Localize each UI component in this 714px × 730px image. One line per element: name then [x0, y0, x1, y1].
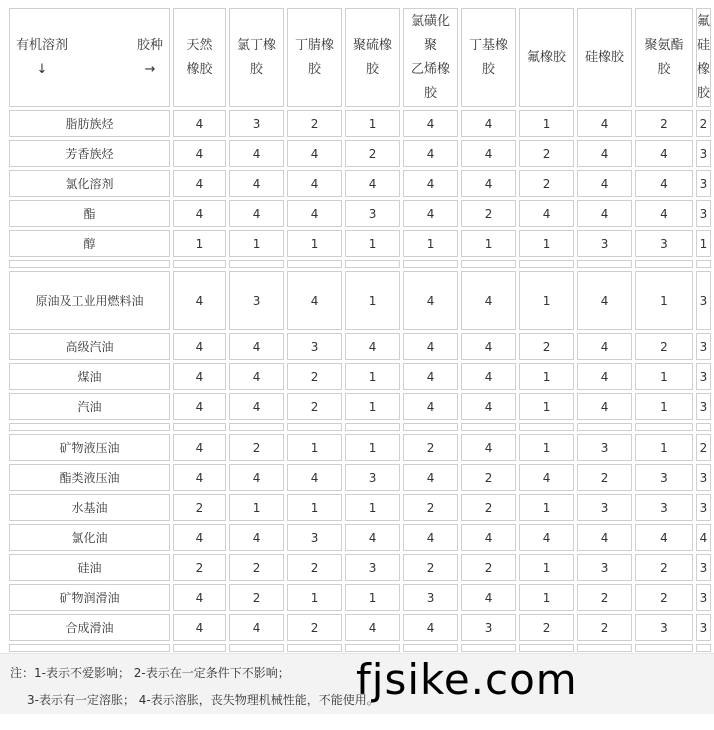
- separator-cell: [577, 260, 632, 268]
- rating-cell: 4: [577, 333, 632, 360]
- rating-cell: 4: [229, 200, 284, 227]
- rating-cell: 4: [461, 271, 516, 330]
- rating-cell: 2: [287, 393, 342, 420]
- solvent-label: 脂肪族烃: [9, 110, 170, 137]
- rating-cell: 1: [287, 434, 342, 461]
- table-row: [9, 494, 711, 521]
- rating-cell: 2: [287, 110, 342, 137]
- rating-cell: 1: [635, 434, 693, 461]
- rating-cell: 1: [696, 230, 711, 257]
- rating-cell: 4: [287, 140, 342, 167]
- rating-cell: 4: [577, 110, 632, 137]
- rating-cell: 1: [403, 230, 458, 257]
- rating-cell: 4: [577, 170, 632, 197]
- rating-cell: 4: [173, 170, 226, 197]
- rating-cell: 4: [345, 170, 400, 197]
- rating-cell: 4: [173, 363, 226, 390]
- column-header-text: 氯丁橡: [237, 37, 277, 53]
- rating-cell: 3: [635, 464, 693, 491]
- rating-cell: 2: [287, 614, 342, 641]
- table-row: [9, 524, 711, 551]
- rating-cell: 1: [345, 494, 400, 521]
- column-header-text: 胶: [424, 85, 438, 101]
- rating-cell: 4: [229, 464, 284, 491]
- separator-cell: [229, 260, 284, 268]
- rating-cell: 3: [403, 584, 458, 611]
- corner-rubber-label: 胶种: [136, 37, 163, 53]
- table-row: [9, 170, 711, 197]
- rating-cell: 1: [229, 494, 284, 521]
- rating-cell: 1: [519, 434, 574, 461]
- separator-cell: [173, 423, 226, 431]
- rating-cell: 3: [577, 494, 632, 521]
- rating-cell: 3: [229, 110, 284, 137]
- rating-cell: 2: [519, 333, 574, 360]
- separator-cell: [461, 423, 516, 431]
- solvent-label: 原油及工业用燃料油: [9, 271, 170, 330]
- rating-cell: 1: [287, 230, 342, 257]
- rating-cell: 2: [461, 464, 516, 491]
- table-row: [9, 434, 711, 461]
- rating-cell: 3: [696, 584, 711, 611]
- separator-cell: [403, 423, 458, 431]
- rating-cell: 3: [696, 363, 711, 390]
- column-header-text: 胶: [250, 61, 264, 77]
- solvent-label: 水基油: [9, 494, 170, 521]
- separator-cell: [173, 644, 226, 652]
- table-row: [9, 363, 711, 390]
- column-header-text: 胶: [366, 61, 380, 77]
- rating-cell: 2: [173, 494, 226, 521]
- rating-cell: 4: [577, 363, 632, 390]
- rating-cell: 3: [635, 494, 693, 521]
- column-header-text: 氯磺化: [411, 13, 451, 29]
- rating-cell: 4: [461, 363, 516, 390]
- solvent-label: 酯类液压油: [9, 464, 170, 491]
- separator-cell: [403, 260, 458, 268]
- rating-cell: 3: [577, 554, 632, 581]
- rating-cell: 4: [173, 434, 226, 461]
- column-header-text: 氟硅橡: [696, 13, 710, 77]
- rating-cell: 4: [345, 614, 400, 641]
- rating-cell: 3: [696, 614, 711, 641]
- rating-cell: 4: [461, 110, 516, 137]
- rating-cell: 2: [229, 554, 284, 581]
- column-header-text: 胶: [308, 61, 322, 77]
- rating-cell: 4: [229, 333, 284, 360]
- rating-cell: 2: [287, 554, 342, 581]
- rating-cell: 4: [403, 110, 458, 137]
- column-header: [696, 8, 711, 107]
- rating-cell: 2: [519, 140, 574, 167]
- table-row: [9, 464, 711, 491]
- rating-cell: 1: [635, 363, 693, 390]
- separator-cell: [173, 260, 226, 268]
- solvent-label: 矿物润滑油: [9, 584, 170, 611]
- separator-cell: [696, 644, 711, 652]
- rating-cell: 3: [696, 140, 711, 167]
- solvent-label: 合成滑油: [9, 614, 170, 641]
- rating-cell: 4: [403, 464, 458, 491]
- rating-cell: 1: [461, 230, 516, 257]
- solvent-label: 汽油: [9, 393, 170, 420]
- rating-cell: 2: [696, 434, 711, 461]
- rating-cell: 1: [345, 363, 400, 390]
- rating-cell: 4: [461, 170, 516, 197]
- column-header: [173, 8, 226, 107]
- rating-cell: 3: [635, 230, 693, 257]
- separator-row: [9, 644, 711, 652]
- rating-cell: 4: [287, 464, 342, 491]
- rating-cell: 2: [577, 584, 632, 611]
- rating-cell: 1: [519, 494, 574, 521]
- separator-cell: [287, 423, 342, 431]
- separator-cell: [461, 260, 516, 268]
- rating-cell: 4: [229, 524, 284, 551]
- column-header: [461, 8, 516, 107]
- column-header-text: 硅橡胶: [585, 49, 625, 65]
- rating-cell: 3: [577, 434, 632, 461]
- column-header-text: 胶: [696, 85, 710, 101]
- rating-cell: 3: [345, 464, 400, 491]
- rating-cell: 1: [635, 271, 693, 330]
- rating-cell: 1: [519, 393, 574, 420]
- down-arrow-icon: ↓: [36, 61, 48, 77]
- solvent-label: 矿物液压油: [9, 434, 170, 461]
- rating-cell: 3: [696, 333, 711, 360]
- rating-cell: 3: [696, 271, 711, 330]
- rating-cell: 2: [635, 333, 693, 360]
- rating-cell: 4: [173, 333, 226, 360]
- rating-cell: 2: [519, 170, 574, 197]
- separator-cell: [577, 644, 632, 652]
- rating-cell: 4: [173, 614, 226, 641]
- rating-cell: 1: [287, 494, 342, 521]
- rating-cell: 3: [345, 554, 400, 581]
- column-header-text: 聚: [424, 37, 438, 53]
- rating-cell: 3: [287, 333, 342, 360]
- rating-cell: 3: [696, 464, 711, 491]
- rating-cell: 4: [229, 170, 284, 197]
- rating-cell: 3: [696, 170, 711, 197]
- rating-cell: 4: [403, 200, 458, 227]
- column-header-text: 胶: [482, 61, 496, 77]
- rating-cell: 2: [345, 140, 400, 167]
- separator-cell: [519, 423, 574, 431]
- rating-cell: 4: [345, 333, 400, 360]
- rating-cell: 1: [635, 393, 693, 420]
- rating-cell: 4: [461, 584, 516, 611]
- table-row: [9, 110, 711, 137]
- solvent-label: 芳香族烃: [9, 140, 170, 167]
- rubber-solvent-table: [6, 5, 714, 655]
- separator-cell: [635, 260, 693, 268]
- table-row: [9, 271, 711, 330]
- table-row: [9, 393, 711, 420]
- rating-cell: 4: [229, 140, 284, 167]
- separator-cell: [461, 644, 516, 652]
- rating-cell: 2: [403, 434, 458, 461]
- solvent-label: 酯: [9, 200, 170, 227]
- rating-cell: 4: [403, 614, 458, 641]
- table-row: [9, 584, 711, 611]
- rating-cell: 4: [173, 271, 226, 330]
- column-header-text: 聚硫橡: [353, 37, 393, 53]
- header-corner-cell: [9, 8, 170, 107]
- corner-solvent-label: 有机溶剂: [16, 37, 69, 53]
- rating-cell: 1: [519, 230, 574, 257]
- separator-cell: [635, 423, 693, 431]
- separator-row: [9, 423, 711, 431]
- table-row: [9, 333, 711, 360]
- separator-cell: [696, 260, 711, 268]
- rating-cell: 4: [173, 524, 226, 551]
- rating-cell: 2: [696, 110, 711, 137]
- rating-cell: 4: [229, 614, 284, 641]
- separator-cell: [229, 423, 284, 431]
- rating-cell: 1: [519, 363, 574, 390]
- rating-cell: 4: [403, 524, 458, 551]
- rating-cell: 2: [519, 614, 574, 641]
- rating-cell: 3: [696, 200, 711, 227]
- rating-cell: 2: [635, 584, 693, 611]
- rating-cell: 4: [173, 110, 226, 137]
- rating-cell: 2: [287, 363, 342, 390]
- rating-cell: 4: [577, 271, 632, 330]
- rating-cell: 4: [635, 200, 693, 227]
- rating-cell: 4: [173, 393, 226, 420]
- rating-cell: 1: [519, 584, 574, 611]
- column-header: [635, 8, 693, 107]
- column-header: [577, 8, 632, 107]
- solvent-label: 氯化溶剂: [9, 170, 170, 197]
- rating-cell: 3: [696, 554, 711, 581]
- rating-cell: 4: [229, 363, 284, 390]
- column-header-text: 丁基橡: [469, 37, 509, 53]
- rating-cell: 4: [173, 140, 226, 167]
- rating-cell: 4: [461, 140, 516, 167]
- rating-cell: 2: [403, 494, 458, 521]
- rating-cell: 4: [287, 170, 342, 197]
- rating-cell: 4: [519, 524, 574, 551]
- separator-cell: [9, 260, 170, 268]
- rating-cell: 4: [461, 524, 516, 551]
- rating-cell: 2: [229, 584, 284, 611]
- rating-cell: 3: [287, 524, 342, 551]
- separator-cell: [403, 644, 458, 652]
- rating-cell: 1: [345, 230, 400, 257]
- rating-cell: 1: [345, 393, 400, 420]
- rating-cell: 4: [461, 434, 516, 461]
- footnote-line-2: 3-表示有一定溶胀； 4-表示溶胀，丧失物理机械性能，不能使用。: [27, 693, 379, 707]
- separator-cell: [577, 423, 632, 431]
- rating-cell: 1: [519, 271, 574, 330]
- column-header: [403, 8, 458, 107]
- rating-cell: 4: [519, 200, 574, 227]
- column-header-text: 丁腈橡: [295, 37, 335, 53]
- separator-cell: [345, 260, 400, 268]
- separator-cell: [635, 644, 693, 652]
- rating-cell: 4: [577, 524, 632, 551]
- rating-cell: 4: [696, 524, 711, 551]
- rating-cell: 2: [403, 554, 458, 581]
- footnote-line-1: 注：1-表示不爱影响； 2-表示在一定条件下不影响；: [10, 666, 290, 680]
- rating-cell: 2: [577, 464, 632, 491]
- rating-cell: 1: [229, 230, 284, 257]
- rating-cell: 4: [345, 524, 400, 551]
- rating-cell: 1: [519, 110, 574, 137]
- separator-row: [9, 260, 711, 268]
- separator-cell: [287, 260, 342, 268]
- rating-cell: 2: [577, 614, 632, 641]
- solvent-label: 氯化油: [9, 524, 170, 551]
- separator-cell: [696, 423, 711, 431]
- column-header-text: 天然: [186, 37, 213, 53]
- rating-cell: 2: [461, 494, 516, 521]
- table-row: [9, 230, 711, 257]
- rating-cell: 4: [173, 584, 226, 611]
- separator-cell: [519, 260, 574, 268]
- rating-cell: 1: [173, 230, 226, 257]
- rating-cell: 2: [635, 554, 693, 581]
- rating-cell: 4: [173, 200, 226, 227]
- rating-cell: 4: [577, 393, 632, 420]
- rating-cell: 3: [696, 494, 711, 521]
- solvent-label: 硅油: [9, 554, 170, 581]
- separator-cell: [519, 644, 574, 652]
- solvent-label: 高级汽油: [9, 333, 170, 360]
- rating-cell: 4: [577, 200, 632, 227]
- rating-cell: 2: [173, 554, 226, 581]
- header-row: [9, 8, 711, 107]
- rating-cell: 2: [461, 554, 516, 581]
- rating-cell: 3: [577, 230, 632, 257]
- rating-cell: 4: [635, 524, 693, 551]
- rating-cell: 4: [635, 140, 693, 167]
- table-row: [9, 614, 711, 641]
- column-header-text: 乙烯橡: [411, 61, 451, 77]
- rating-cell: 2: [461, 200, 516, 227]
- rating-cell: 1: [345, 584, 400, 611]
- rating-cell: 1: [519, 554, 574, 581]
- separator-cell: [345, 423, 400, 431]
- rating-cell: 4: [577, 140, 632, 167]
- site-watermark: fjsike.com: [356, 655, 578, 704]
- rating-cell: 4: [635, 170, 693, 197]
- column-header-text: 氟橡胶: [527, 49, 567, 65]
- rating-cell: 4: [403, 140, 458, 167]
- solvent-label: 煤油: [9, 363, 170, 390]
- rating-cell: 4: [287, 200, 342, 227]
- separator-cell: [345, 644, 400, 652]
- table-row: [9, 140, 711, 167]
- separator-cell: [9, 644, 170, 652]
- rating-cell: 4: [461, 333, 516, 360]
- solvent-label: 醇: [9, 230, 170, 257]
- rating-cell: 2: [229, 434, 284, 461]
- column-header-text: 胶: [657, 61, 671, 77]
- table-row: [9, 554, 711, 581]
- rating-cell: 3: [696, 393, 711, 420]
- column-header: [519, 8, 574, 107]
- rating-cell: 4: [403, 333, 458, 360]
- rating-cell: 1: [345, 271, 400, 330]
- rating-cell: 3: [229, 271, 284, 330]
- rating-cell: 1: [345, 434, 400, 461]
- rating-cell: 2: [635, 110, 693, 137]
- rating-cell: 4: [173, 464, 226, 491]
- rating-cell: 4: [403, 271, 458, 330]
- rating-cell: 3: [345, 200, 400, 227]
- rating-cell: 4: [461, 393, 516, 420]
- column-header: [345, 8, 400, 107]
- rating-cell: 1: [345, 110, 400, 137]
- rating-cell: 4: [287, 271, 342, 330]
- rating-cell: 4: [229, 393, 284, 420]
- rating-cell: 4: [403, 393, 458, 420]
- separator-cell: [9, 423, 170, 431]
- column-header-text: 橡胶: [186, 61, 213, 77]
- rating-cell: 4: [403, 170, 458, 197]
- rating-cell: 4: [519, 464, 574, 491]
- column-header-text: 聚氨酯: [644, 37, 684, 53]
- column-header: [229, 8, 284, 107]
- rating-cell: 3: [461, 614, 516, 641]
- rating-cell: 1: [287, 584, 342, 611]
- right-arrow-icon: →: [144, 61, 156, 77]
- column-header: [287, 8, 342, 107]
- separator-cell: [229, 644, 284, 652]
- rating-cell: 4: [403, 363, 458, 390]
- rating-cell: 3: [635, 614, 693, 641]
- separator-cell: [287, 644, 342, 652]
- table-row: [9, 200, 711, 227]
